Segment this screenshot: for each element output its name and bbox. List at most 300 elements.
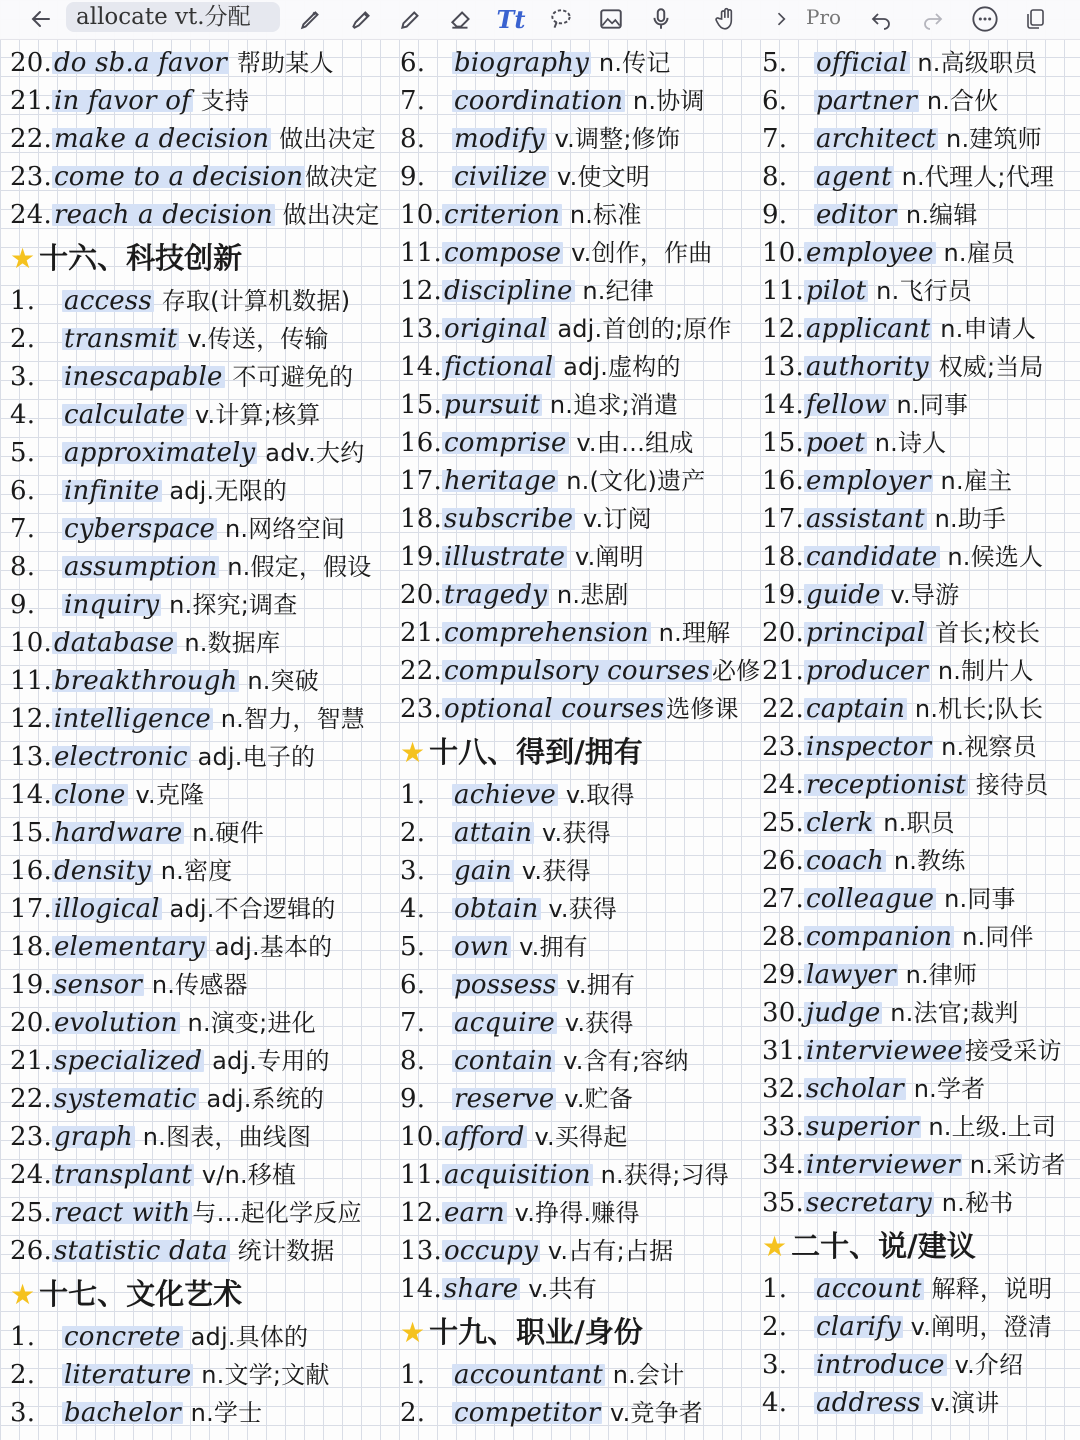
vocab-entry <box>10 510 398 548</box>
vocab-entry <box>10 890 398 928</box>
entry-word: principal <box>805 618 926 648</box>
entry-definition: n.数据库 <box>176 629 281 657</box>
image-icon[interactable] <box>596 4 626 34</box>
search-input[interactable]: allocate vt.分配 <box>66 2 280 32</box>
section-heading-20 <box>762 1222 1080 1270</box>
vocab-entry <box>10 320 398 358</box>
entry-word: graph <box>53 1122 133 1152</box>
entry-definition: adj.专用的 <box>204 1047 330 1075</box>
entry-definition: 选修课 <box>666 695 739 723</box>
left-intro-list <box>10 44 398 234</box>
entry-number: 19. <box>762 580 804 610</box>
section-title: 十九、职业/身份 <box>429 1315 643 1349</box>
entry-word: database <box>53 628 175 658</box>
entry-definition: 与…起化学反应 <box>192 1199 362 1227</box>
entry-word: gain <box>454 856 513 886</box>
entry-number: 18. <box>10 932 52 962</box>
vocab-entry <box>10 44 398 82</box>
vocab-entry <box>400 928 760 966</box>
vocab-entry <box>400 652 760 690</box>
entry-word: in favor of <box>53 86 191 116</box>
entry-word: do sb.a favor <box>53 48 228 78</box>
entry-word: evolution <box>53 1008 178 1038</box>
entry-word: comprise <box>443 428 567 458</box>
entry-definition: n.协调 <box>625 87 705 115</box>
entry-number: 3. <box>10 362 36 392</box>
entry-number: 20. <box>762 618 804 648</box>
entry-word: concrete <box>64 1322 181 1352</box>
entry-number: 23. <box>10 1122 52 1152</box>
speak-suggest-list <box>762 1270 1080 1422</box>
entry-number: 18. <box>400 504 442 534</box>
entry-number: 28. <box>762 922 804 952</box>
highlighter-icon[interactable] <box>346 4 376 34</box>
entry-word: share <box>443 1274 519 1304</box>
entry-definition: n.制片人 <box>930 657 1034 685</box>
entry-word: acquire <box>454 1008 555 1038</box>
entry-word: earn <box>443 1198 505 1228</box>
entry-word: systematic <box>53 1084 197 1114</box>
entry-number: 16. <box>400 428 442 458</box>
back-icon[interactable] <box>26 4 56 34</box>
entry-word: contain <box>454 1046 554 1076</box>
entry-number: 2. <box>400 818 426 848</box>
section-heading-19 <box>400 1308 760 1356</box>
entry-number: 5. <box>400 932 426 962</box>
entry-number: 9. <box>10 590 36 620</box>
text-tool-icon[interactable]: Tt <box>496 4 526 34</box>
hand-icon[interactable] <box>712 4 742 34</box>
pro-label: Pro <box>806 5 842 29</box>
entry-word: clarify <box>816 1312 901 1342</box>
vocab-entry <box>10 158 398 196</box>
entry-word: introduce <box>816 1350 945 1380</box>
vocab-entry <box>762 880 1080 918</box>
entry-definition: n.(文化)遗产 <box>558 467 706 495</box>
vocab-entry <box>400 1042 760 1080</box>
entry-word: possess <box>454 970 557 1000</box>
entry-definition: n.上级.上司 <box>920 1113 1057 1141</box>
entry-number: 13. <box>10 742 52 772</box>
vocab-entry <box>10 396 398 434</box>
pen-icon[interactable] <box>296 4 326 34</box>
entry-number: 15. <box>762 428 804 458</box>
entry-word: coach <box>805 846 884 876</box>
entry-number: 1. <box>762 1274 788 1304</box>
vocab-entry <box>400 120 760 158</box>
middle-column <box>400 44 760 1432</box>
vocab-entry <box>762 728 1080 766</box>
vocab-entry <box>10 814 398 852</box>
entry-definition: n.候选人 <box>939 543 1044 571</box>
entry-number: 14. <box>10 780 52 810</box>
entry-definition: v.含有;容纳 <box>555 1047 689 1075</box>
entry-definition: adj.无限的 <box>161 477 287 505</box>
entry-word: accountant <box>454 1360 603 1390</box>
entry-word: employer <box>805 466 931 496</box>
entry-definition: v.获得 <box>556 1009 634 1037</box>
vocab-entry <box>762 462 1080 500</box>
entry-definition: n.编辑 <box>898 201 978 229</box>
entry-word: breakthrough <box>53 666 238 696</box>
vocab-entry <box>400 462 760 500</box>
entry-number: 14. <box>762 390 804 420</box>
vocab-entry <box>400 424 760 462</box>
entry-number: 7. <box>762 124 788 154</box>
entry-definition: n.学者 <box>905 1075 986 1103</box>
entry-definition: adv.大约 <box>257 439 365 467</box>
entry-word: fellow <box>805 390 887 420</box>
entry-number: 15. <box>400 390 442 420</box>
entry-number: 9. <box>400 1084 426 1114</box>
entry-number: 26. <box>10 1236 52 1266</box>
vocab-entry <box>762 652 1080 690</box>
entry-definition: n.网络空间 <box>217 515 346 543</box>
vocab-entry <box>762 310 1080 348</box>
vocab-entry <box>762 576 1080 614</box>
entry-word: optional courses <box>443 694 665 724</box>
entry-number: 30. <box>762 998 804 1028</box>
right-intro-list <box>762 44 1080 1222</box>
vocab-entry <box>10 586 398 624</box>
right-column <box>762 44 1080 1422</box>
entry-number: 17. <box>10 894 52 924</box>
entry-word: coordination <box>454 86 624 116</box>
vocab-entry <box>10 472 398 510</box>
vocab-entry <box>10 1118 398 1156</box>
vocab-entry <box>400 852 760 890</box>
pencil-icon[interactable] <box>396 4 426 34</box>
entry-definition: v.拥有 <box>558 971 636 999</box>
entry-definition: 帮助某人 <box>229 49 334 77</box>
entry-number: 2. <box>10 324 36 354</box>
entry-number: 11. <box>10 666 52 696</box>
entry-word: illustrate <box>443 542 566 572</box>
entry-number: 16. <box>762 466 804 496</box>
entry-definition: n.同事 <box>888 391 969 419</box>
entry-number: 20. <box>400 580 442 610</box>
entry-number: 10. <box>10 628 52 658</box>
vocab-entry <box>762 44 1080 82</box>
entry-word: assistant <box>805 504 925 534</box>
entry-word: attain <box>454 818 533 848</box>
entry-number: 17. <box>400 466 442 496</box>
entry-number: 21. <box>10 86 52 116</box>
vocab-entry <box>762 1308 1080 1346</box>
entry-number: 17. <box>762 504 804 534</box>
entry-word: come to a decision <box>53 162 304 192</box>
entry-word: biography <box>454 48 590 78</box>
entry-definition: v.阐明 <box>567 543 644 571</box>
entry-definition: n.理解 <box>650 619 731 647</box>
entry-definition: n.传感器 <box>144 971 248 999</box>
vocab-entry <box>762 158 1080 196</box>
entry-number: 13. <box>762 352 804 382</box>
vocab-entry <box>10 1156 398 1194</box>
entry-word: compose <box>443 238 562 268</box>
vocab-entry <box>762 272 1080 310</box>
vocab-entry <box>400 1356 760 1394</box>
entry-word: interviewee <box>805 1036 963 1066</box>
occupation-list <box>400 1356 760 1432</box>
entry-definition: n.同事 <box>936 885 1016 913</box>
entry-word: reach a decision <box>53 200 273 230</box>
redo-icon[interactable] <box>918 4 948 34</box>
vocab-entry <box>400 614 760 652</box>
star-icon: ★ <box>400 1316 426 1349</box>
entry-number: 22. <box>10 1084 52 1114</box>
vocab-entry <box>10 82 398 120</box>
culture-arts-list <box>10 1318 398 1432</box>
vocab-entry <box>762 1346 1080 1384</box>
entry-number: 20. <box>10 48 52 78</box>
obtain-possess-list <box>400 776 760 1308</box>
entry-number: 5. <box>762 48 788 78</box>
entry-definition: n.演变;进化 <box>179 1009 316 1037</box>
entry-number: 3. <box>762 1350 788 1380</box>
entry-number: 23. <box>400 694 442 724</box>
toolbar <box>0 0 1080 40</box>
entry-word: clone <box>53 780 126 810</box>
entry-number: 10. <box>762 238 804 268</box>
vocab-entry <box>762 804 1080 842</box>
entry-word: inspector <box>805 732 932 762</box>
vocab-entry <box>400 890 760 928</box>
entry-definition: v.取得 <box>558 781 635 809</box>
entry-word: tragedy <box>443 580 548 610</box>
entry-number: 2. <box>10 1360 36 1390</box>
entry-number: 11. <box>400 1160 442 1190</box>
entry-word: civilize <box>454 162 548 192</box>
entry-definition: v.竞争者 <box>602 1399 704 1427</box>
entry-number: 7. <box>10 514 36 544</box>
entry-number: 19. <box>400 542 442 572</box>
entry-number: 26. <box>762 846 804 876</box>
entry-number: 12. <box>400 1198 442 1228</box>
entry-number: 35. <box>762 1188 804 1218</box>
vocab-entry <box>400 348 760 386</box>
entry-number: 13. <box>400 314 442 344</box>
vocab-entry <box>400 234 760 272</box>
entry-word: transplant <box>53 1160 193 1190</box>
entry-word: guide <box>805 580 881 610</box>
vocab-entry <box>10 1194 398 1232</box>
entry-definition: v.阐明，澄清 <box>902 1313 1053 1341</box>
vocab-entry <box>400 776 760 814</box>
vocab-entry <box>762 918 1080 956</box>
vocab-entry <box>762 1270 1080 1308</box>
vocab-entry <box>762 120 1080 158</box>
section-title: 十七、文化艺术 <box>39 1277 243 1311</box>
entry-number: 6. <box>762 86 788 116</box>
entry-number: 22. <box>762 694 804 724</box>
entry-definition: n.教练 <box>885 847 966 875</box>
entry-word: applicant <box>805 314 931 344</box>
entry-definition: n.会计 <box>604 1361 685 1389</box>
vocab-entry <box>10 434 398 472</box>
entry-definition: n.雇主 <box>932 467 1013 495</box>
entry-word: competitor <box>454 1398 601 1428</box>
vocab-entry <box>10 196 398 234</box>
vocab-entry <box>10 776 398 814</box>
entry-number: 3. <box>400 856 426 886</box>
entry-definition: n.学士 <box>182 1399 263 1427</box>
entry-definition: 统计数据 <box>229 1237 335 1265</box>
entry-definition: 做决定 <box>305 163 378 191</box>
entry-definition: v.获得 <box>514 857 591 885</box>
vocab-entry <box>10 548 398 586</box>
entry-definition: v.创作，作曲 <box>563 239 713 267</box>
entry-word: editor <box>816 200 897 230</box>
entry-number: 11. <box>762 276 804 306</box>
entry-definition: adj.不合逻辑的 <box>161 895 336 923</box>
vocab-entry <box>762 538 1080 576</box>
entry-definition: n.申请人 <box>932 315 1037 343</box>
undo-icon[interactable] <box>866 4 896 34</box>
entry-number: 31. <box>762 1036 804 1066</box>
entry-definition: n.采访者 <box>961 1151 1066 1179</box>
entry-definition: n.建筑师 <box>938 125 1042 153</box>
more-icon[interactable] <box>970 4 1000 34</box>
entry-word: obtain <box>454 894 539 924</box>
entry-number: 1. <box>10 1322 36 1352</box>
entry-word: access <box>64 286 152 316</box>
vocab-entry <box>400 1080 760 1118</box>
entry-word: reserve <box>454 1084 555 1114</box>
vocab-entry <box>762 424 1080 462</box>
entry-word: original <box>443 314 548 344</box>
vocab-entry <box>400 690 760 728</box>
section-title: 十六、科技创新 <box>39 241 243 275</box>
entry-number: 12. <box>400 276 442 306</box>
vocab-entry <box>10 1004 398 1042</box>
entry-number: 12. <box>762 314 804 344</box>
entry-number: 27. <box>762 884 804 914</box>
pages-icon[interactable] <box>1020 4 1050 34</box>
star-icon: ★ <box>10 242 36 275</box>
entry-definition: n.假定，假设 <box>219 553 372 581</box>
entry-definition: n.纪律 <box>574 277 655 305</box>
entry-word: afford <box>443 1122 525 1152</box>
entry-word: poet <box>805 428 865 458</box>
vocab-entry <box>10 282 398 320</box>
eraser-icon[interactable] <box>446 4 476 34</box>
entry-definition: v.挣得.赚得 <box>506 1199 640 1227</box>
section-heading-17 <box>10 1270 398 1318</box>
entry-word: assumption <box>64 552 218 582</box>
entry-word: density <box>53 856 151 886</box>
entry-definition: n.获得;习得 <box>592 1161 729 1189</box>
entry-word: lawyer <box>805 960 896 990</box>
entry-number: 29. <box>762 960 804 990</box>
entry-number: 11. <box>400 238 442 268</box>
entry-number: 14. <box>400 1274 442 1304</box>
entry-definition: v.贮备 <box>556 1085 634 1113</box>
lasso-icon[interactable] <box>546 4 576 34</box>
entry-word: elementary <box>53 932 205 962</box>
entry-word: discipline <box>443 276 573 306</box>
left-column <box>10 44 398 1432</box>
vocab-entry <box>400 538 760 576</box>
entry-definition: v.买得起 <box>526 1123 628 1151</box>
vocab-entry <box>762 1032 1080 1070</box>
entry-definition: n.追求;消遣 <box>542 391 679 419</box>
entry-definition: n.律师 <box>897 961 978 989</box>
entry-word: fictional <box>443 352 554 382</box>
entry-word: clerk <box>805 808 874 838</box>
entry-number: 16. <box>10 856 52 886</box>
chevron-right-icon[interactable] <box>766 4 796 34</box>
entry-number: 22. <box>10 124 52 154</box>
entry-definition: 必修 <box>711 657 761 685</box>
entry-definition: n.助手 <box>926 505 1007 533</box>
entry-number: 25. <box>10 1198 52 1228</box>
microphone-icon[interactable] <box>646 4 676 34</box>
entry-word: comprehension <box>443 618 649 648</box>
vocab-entry <box>10 1080 398 1118</box>
entry-number: 10. <box>400 200 442 230</box>
entry-word: hardware <box>53 818 183 848</box>
entry-definition: v.调整;修饰 <box>546 125 681 153</box>
vocab-entry <box>762 1070 1080 1108</box>
entry-word: electronic <box>53 742 188 772</box>
vocab-entry <box>10 624 398 662</box>
entry-number: 24. <box>10 1160 52 1190</box>
entry-word: captain <box>805 694 906 724</box>
vocab-entry <box>10 358 398 396</box>
vocab-entry <box>762 1146 1080 1184</box>
entry-word: companion <box>805 922 953 952</box>
entry-number: 3. <box>10 1398 36 1428</box>
entry-definition: n.诗人 <box>866 429 947 457</box>
entry-word: official <box>816 48 908 78</box>
entry-word: react with <box>53 1198 191 1228</box>
entry-definition: n.飞行员 <box>868 277 973 305</box>
vocab-entry <box>400 500 760 538</box>
section-heading-18 <box>400 728 760 776</box>
entry-definition: n.悲剧 <box>549 581 629 609</box>
entry-number: 1. <box>400 1360 426 1390</box>
vocab-entry <box>10 1356 398 1394</box>
vocab-entry <box>400 1004 760 1042</box>
entry-word: own <box>454 932 510 962</box>
vocab-entry <box>10 738 398 776</box>
entry-definition: n.法官;裁判 <box>882 999 1019 1027</box>
entry-word: illogical <box>53 894 160 924</box>
entry-definition: 首长;校长 <box>927 619 1041 647</box>
entry-number: 9. <box>762 200 788 230</box>
entry-word: candidate <box>805 542 938 572</box>
entry-definition: n.标准 <box>562 201 642 229</box>
entry-definition: n.智力，智慧 <box>212 705 365 733</box>
entry-word: acquisition <box>443 1160 591 1190</box>
entry-definition: n.秘书 <box>933 1189 1014 1217</box>
entry-number: 23. <box>762 732 804 762</box>
entry-number: 9. <box>400 162 426 192</box>
entry-number: 7. <box>400 86 426 116</box>
entry-definition: v.由…组成 <box>568 429 694 457</box>
entry-word: sensor <box>53 970 143 1000</box>
vocab-entry <box>400 576 760 614</box>
vocab-entry <box>400 1394 760 1432</box>
vocab-entry <box>762 348 1080 386</box>
entry-number: 2. <box>762 1312 788 1342</box>
entry-definition: v.介绍 <box>946 1351 1024 1379</box>
entry-number: 33. <box>762 1112 804 1142</box>
section-heading-16 <box>10 234 398 282</box>
vocab-entry <box>10 1042 398 1080</box>
entry-definition: v.导游 <box>882 581 960 609</box>
